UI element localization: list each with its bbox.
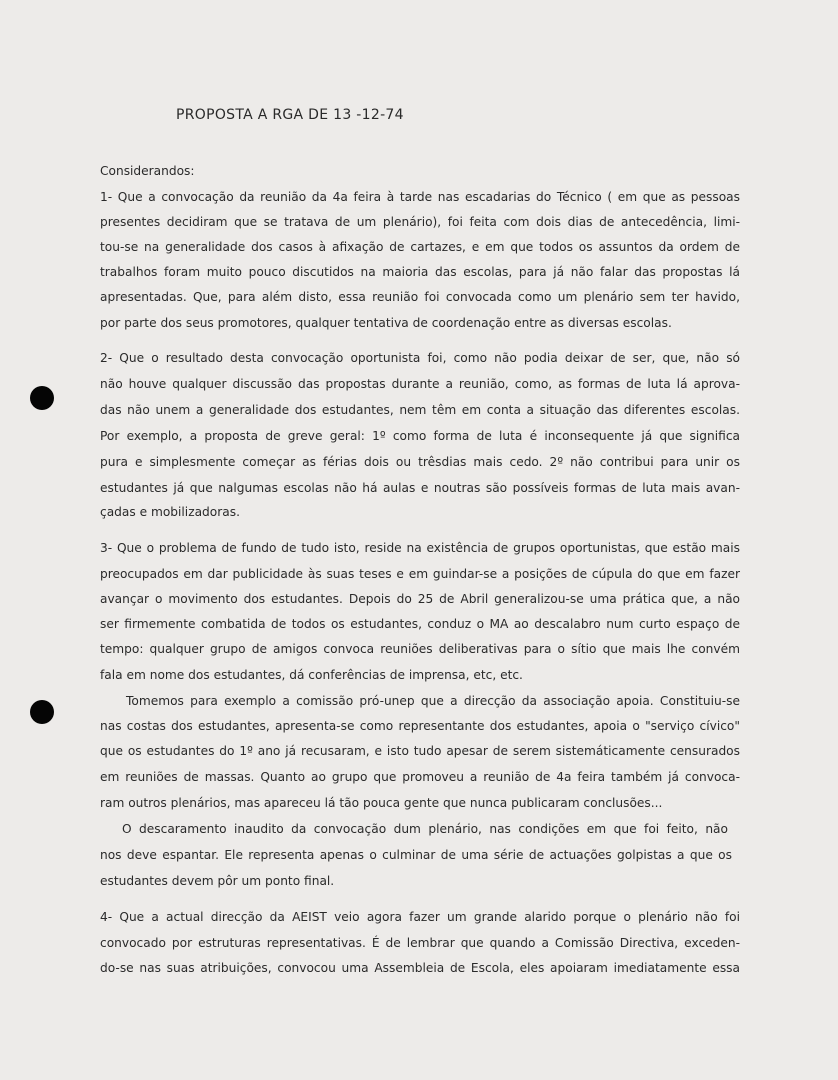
paragraph-line: Tomemos para exemplo a comissão pró-unep que a direcção da associação apoia. Constituiu-se bbox=[126, 694, 740, 708]
paragraph-line: çadas e mobilizadoras. bbox=[100, 505, 240, 519]
paragraph-line: apresentadas. Que, para além disto, essa reunião foi convocada como um plenário sem ter havido, bbox=[100, 290, 740, 304]
paragraph-line: Por exemplo, a proposta de greve geral: 1º como forma de luta é inconsequente já que significa bbox=[100, 429, 740, 443]
paragraph-line: trabalhos foram muito pouco discutidos na maioria das escolas, para já não falar das propostas lá bbox=[100, 265, 740, 279]
paragraph-line: do-se nas suas atribuições, convocou uma Assembleia de Escola, eles apoiaram imediatamente essa bbox=[100, 961, 740, 975]
paragraph-line: em reuniões de massas. Quanto ao grupo que promoveu a reunião de 4a feira também já convoca- bbox=[100, 770, 740, 784]
paragraph-line: que os estudantes do 1º ano já recusaram, e isto tudo apesar de serem sistemáticamente censurados bbox=[100, 744, 740, 758]
paragraph-line: 2- Que o resultado desta convocação oportunista foi, como não podia deixar de ser, que, não só bbox=[100, 351, 740, 365]
paragraph-line: ser firmemente combatida de todos os estudantes, conduz o MA ao descalabro num curto espaço de bbox=[100, 617, 740, 631]
paragraph-line: tempo: qualquer grupo de amigos convoca reuniões deliberativas para o sítio que mais lhe convém bbox=[100, 642, 740, 656]
paragraph-line: O descaramento inaudito da convocação dum plenário, nas condições em que foi feito, não bbox=[122, 822, 728, 836]
paragraph-line: preocupados em dar publicidade às suas teses e em guindar-se a posições de cúpula do que em fazer bbox=[100, 567, 740, 581]
binder-hole-punch bbox=[30, 700, 54, 724]
paragraph-line: por parte dos seus promotores, qualquer tentativa de coordenação entre as diversas escolas. bbox=[100, 316, 672, 330]
paragraph-line: tou-se na generalidade dos casos à afixação de cartazes, e em que todos os assuntos da ordem de bbox=[100, 240, 740, 254]
paragraph-line: estudantes já que nalgumas escolas não há aulas e noutras são possíveis formas de luta mais avan- bbox=[100, 481, 740, 495]
paragraph-line: convocado por estruturas representativas. É de lembrar que quando a Comissão Directiva, exceden- bbox=[100, 936, 740, 950]
paragraph-line: nas costas dos estudantes, apresenta-se como representante dos estudantes, apoia o "serviço cívico" bbox=[100, 719, 740, 733]
paragraph-line: fala em nome dos estudantes, dá conferências de imprensa, etc, etc. bbox=[100, 668, 523, 682]
paragraph-line: 1- Que a convocação da reunião da 4a feira à tarde nas escadarias do Técnico ( em que as pessoas bbox=[100, 190, 740, 204]
document-title: PROPOSTA A RGA DE 13 -12-74 bbox=[176, 107, 404, 123]
paragraph-line: presentes decidiram que se tratava de um plenário), foi feita com dois dias de antecedência, limi- bbox=[100, 215, 740, 229]
paragraph-line: avançar o movimento dos estudantes. Depois do 25 de Abril generalizou-se uma prática que, a não bbox=[100, 592, 740, 606]
paragraph-line: 3- Que o problema de fundo de tudo isto, reside na existência de grupos oportunistas, que estão mais bbox=[100, 541, 740, 555]
paragraph-line: das não unem a generalidade dos estudantes, nem têm em conta a situação das diferentes escolas. bbox=[100, 403, 740, 417]
binder-hole-punch bbox=[30, 386, 54, 410]
paragraph-line: nos deve espantar. Ele representa apenas o culminar de uma série de actuações golpistas a que os bbox=[100, 848, 732, 862]
paragraph-line: estudantes devem pôr um ponto final. bbox=[100, 874, 335, 888]
paragraph-line: 4- Que a actual direcção da AEIST veio agora fazer um grande alarido porque o plenário não foi bbox=[100, 910, 740, 924]
paragraph-line: ram outros plenários, mas apareceu lá tão pouca gente que nunca publicaram conclusões... bbox=[100, 796, 663, 810]
paragraph-line: não houve qualquer discussão das propostas durante a reunião, como, as formas de luta lá aprova- bbox=[100, 377, 740, 391]
paragraph-line: pura e simplesmente começar as férias dois ou trêsdias mais cedo. 2º não contribui para unir os bbox=[100, 455, 740, 469]
section-heading: Considerandos: bbox=[100, 164, 195, 178]
